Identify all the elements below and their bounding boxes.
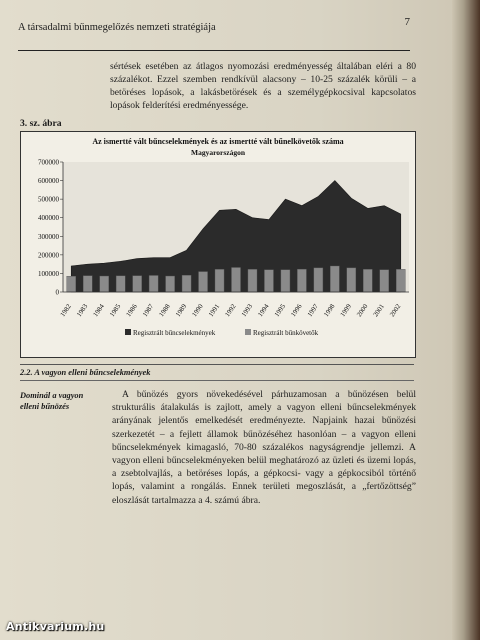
chart-subtitle: Magyarországon — [190, 148, 246, 157]
area-chart — [21, 132, 415, 357]
bar-registered-offenders — [215, 269, 224, 292]
bar-registered-offenders — [314, 268, 323, 292]
x-tick-label: 1991 — [207, 303, 222, 319]
legend-label-registered-crimes: Regisztrált bűncselekmények — [133, 329, 216, 337]
header-rule — [18, 50, 410, 51]
y-tick-label: 600000 — [38, 177, 59, 186]
y-tick-label: 400000 — [38, 214, 59, 223]
x-tick-label: 1999 — [339, 303, 353, 319]
x-tick-label: 1983 — [75, 303, 90, 319]
x-tick-label: 1997 — [306, 303, 321, 319]
x-tick-label: 1985 — [108, 303, 123, 319]
x-tick-label: 2000 — [355, 303, 370, 319]
bar-registered-offenders — [83, 276, 92, 292]
y-tick-label: 500000 — [38, 195, 59, 204]
x-tick-label: 2002 — [388, 303, 403, 319]
x-tick-label: 1990 — [191, 303, 205, 319]
figure-label: 3. sz. ábra — [20, 118, 62, 129]
x-tick-label: 1998 — [322, 303, 337, 319]
chart-figure — [20, 131, 416, 358]
figure-bottom-rule — [20, 364, 414, 365]
bar-registered-offenders — [330, 266, 339, 292]
bar-registered-offenders — [231, 267, 240, 292]
section-paragraph: A bűnözés gyors növekedésével párhuzamosan a bűnözésen belül strukturális átalakulás is zajlott, amely a vagyon elleni bűncselekmények arányának jelentős emelkedését eredményezte. Napjaink hazai bűnözési szerkezetét – a fejlett államok bűnözéséhez hasonlóan – a vagyon elleni bűncselekmények kimagasló, 70-80 százalékos nagyságrendje jellemzi. A vagyon elleni bűncselekményeken belül meghatározó az üzleti és üzemi lopás, a zsebtolvajlás, a betöréses lopás, a gépkocsi- vagy a gépkocsiból történő lopás, valamint a rongálás. Ennek területi megoszlását, a „fertőzöttség” eloszlását tartalmazza a 4. számú ábra. — [112, 389, 416, 506]
x-tick-label: 1995 — [273, 303, 288, 319]
y-tick-label: 300000 — [38, 232, 59, 241]
bar-registered-offenders — [347, 268, 356, 292]
bar-registered-offenders — [166, 276, 175, 292]
running-header-title: A társadalmi bűnmegelőzés nemzeti stratégiája — [18, 22, 216, 33]
bar-registered-offenders — [182, 275, 191, 292]
x-tick-label: 1996 — [290, 303, 304, 319]
x-tick-label: 2001 — [372, 303, 386, 319]
page-edge-shadow — [452, 0, 480, 640]
section-rule — [20, 380, 414, 381]
x-tick-label: 1994 — [257, 303, 271, 319]
x-tick-label: 1993 — [240, 303, 255, 319]
x-tick-label: 1982 — [59, 303, 73, 319]
bar-registered-offenders — [116, 276, 125, 292]
x-tick-label: 1989 — [174, 303, 189, 319]
bar-registered-offenders — [264, 270, 273, 292]
x-tick-label: 1992 — [224, 303, 238, 319]
bar-registered-offenders — [149, 275, 158, 292]
margin-note: Dominál a vagyon elleni bűnözés — [20, 391, 84, 411]
page-number: 7 — [404, 16, 410, 28]
bar-registered-offenders — [67, 276, 76, 292]
x-tick-label: 1987 — [141, 303, 156, 319]
y-tick-label: 100000 — [38, 269, 59, 278]
bar-registered-offenders — [363, 269, 372, 292]
bar-registered-offenders — [281, 270, 290, 292]
bar-registered-offenders — [396, 269, 405, 292]
running-header — [18, 16, 410, 33]
chart-title: Az ismertté vált bűncselekmények és az ismertté vált bűnelkövetők száma — [92, 137, 344, 146]
x-tick-label: 1984 — [92, 303, 106, 319]
bar-registered-offenders — [248, 269, 257, 292]
y-tick-label: 700000 — [38, 158, 59, 167]
intro-paragraph: sértések esetében az átlagos nyomozási eredményesség általában eléri a 80 százalékot. Ezzel szemben rendkívül alacsony – 10-25 százalék körüli – a betöréses lopások, a lakásbetörések és a személygépkocsival kapcsolatos lopások felderítési eredményessége. — [110, 61, 416, 111]
watermark-logo: Antikvarium.hu — [6, 620, 105, 633]
bar-registered-offenders — [133, 276, 142, 292]
bar-registered-offenders — [100, 276, 109, 292]
x-tick-label: 1986 — [125, 303, 139, 319]
y-tick-label: 0 — [55, 288, 59, 297]
x-tick-label: 1988 — [158, 303, 172, 319]
legend-swatch-registered-offenders — [245, 329, 251, 335]
legend-swatch-registered-crimes — [125, 329, 131, 335]
y-tick-label: 200000 — [38, 251, 59, 260]
bar-registered-offenders — [380, 270, 389, 292]
legend-label-registered-offenders: Regisztrált bűnkövetők — [253, 329, 319, 337]
bar-registered-offenders — [297, 269, 306, 292]
section-title: 2.2. A vagyon elleni bűncselekmények — [20, 368, 151, 377]
bar-registered-offenders — [199, 272, 208, 292]
